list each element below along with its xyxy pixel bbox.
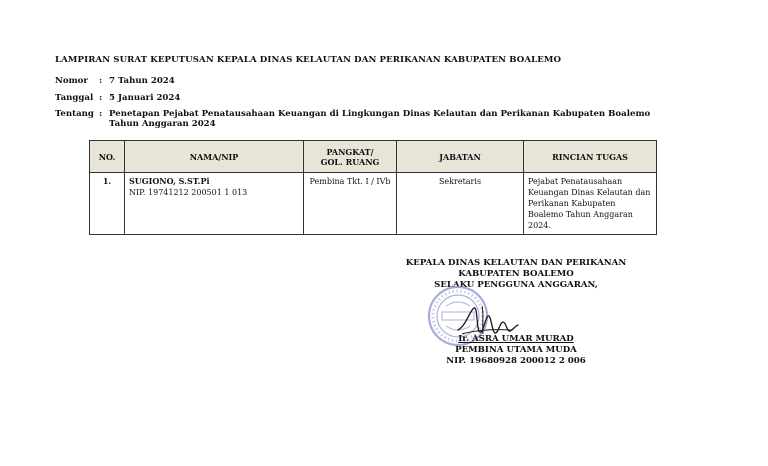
header-pangkat-line2: GOL. RUANG bbox=[320, 156, 380, 167]
person-name: SUGIONO, S.ST.Pi bbox=[129, 176, 210, 186]
tentang-label: Tentang bbox=[55, 109, 94, 119]
signer-block bbox=[396, 334, 636, 367]
document-title: LAMPIRAN SURAT KEPUTUSAN KEPALA DINAS KELAUTAN DAN PERIKANAN KABUPATEN BOALEMO bbox=[55, 55, 562, 65]
tanggal-label: Tanggal bbox=[55, 93, 94, 103]
tentang-row bbox=[55, 109, 651, 129]
tanggal-row bbox=[55, 93, 180, 103]
table-row bbox=[90, 173, 657, 235]
header-pangkat-line1: PANGKAT/ bbox=[326, 146, 374, 157]
header-rincian: RINCIAN TUGAS bbox=[524, 141, 657, 173]
nomor-value: 7 Tahun 2024 bbox=[109, 76, 175, 86]
cell-rincian: Pejabat Penatausahaan Keuangan Dinas Kelautan dan Perikanan Kabupaten Boalemo Tahun Anggaran 2024. bbox=[524, 173, 657, 235]
person-nip: NIP. 19741212 200501 1 013 bbox=[129, 188, 248, 197]
signer-name: Ir. ASRA UMAR MURAD bbox=[458, 334, 574, 344]
signer-nip: NIP. 19680928 200012 2 006 bbox=[446, 356, 586, 366]
cell-nama bbox=[125, 173, 304, 235]
cell-jabatan: Sekretaris bbox=[397, 173, 524, 235]
nomor-label: Nomor bbox=[55, 76, 88, 86]
tentang-value: Penetapan Pejabat Penatausahaan Keuangan di Lingkungan Dinas Kelautan dan Perikanan Kabupaten Boalemo Tahun Anggaran 2024 bbox=[109, 109, 651, 129]
header-jabatan: JABATAN bbox=[397, 141, 524, 173]
cell-pangkat: Pembina Tkt. I / IVb bbox=[304, 173, 397, 235]
signer-office-line3: SELAKU PENGGUNA ANGGARAN, bbox=[434, 280, 598, 290]
cell-no: 1. bbox=[90, 173, 125, 235]
tanggal-sep: : bbox=[99, 93, 103, 103]
nomor-sep: : bbox=[99, 76, 103, 86]
assignment-table bbox=[89, 140, 657, 235]
tentang-sep: : bbox=[99, 109, 103, 119]
signer-office-line1: KEPALA DINAS KELAUTAN DAN PERIKANAN bbox=[405, 258, 627, 268]
signer-office-line2: KABUPATEN BOALEMO bbox=[458, 269, 574, 279]
header-no: NO. bbox=[90, 141, 125, 173]
tanggal-value: 5 Januari 2024 bbox=[109, 93, 181, 103]
header-pangkat bbox=[304, 141, 397, 173]
signer-rank: PEMBINA UTAMA MUDA bbox=[455, 345, 577, 355]
header-nama: NAMA/NIP bbox=[125, 141, 304, 173]
nomor-row bbox=[55, 76, 175, 86]
table-header-row bbox=[90, 141, 657, 173]
